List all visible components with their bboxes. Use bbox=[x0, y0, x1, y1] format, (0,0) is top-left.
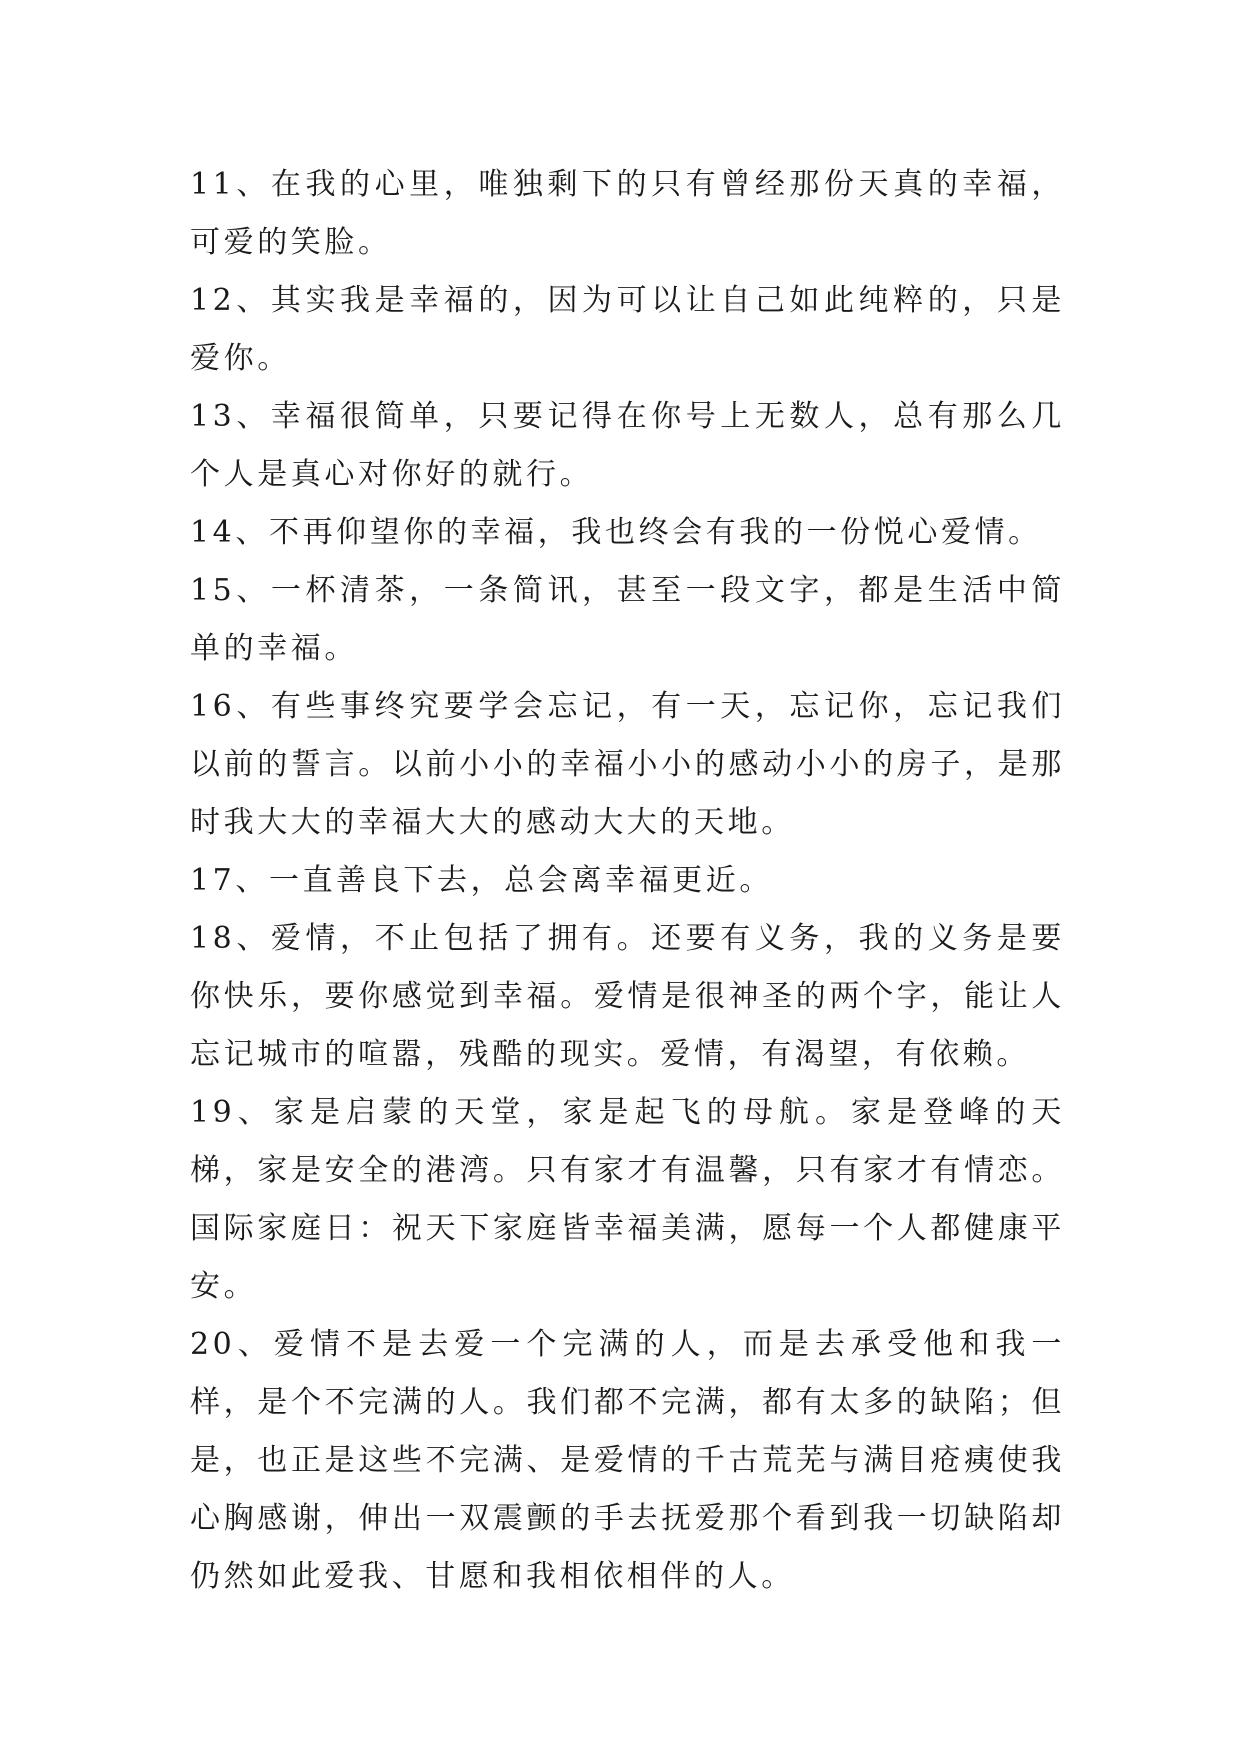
paragraph-13: 13、幸福很简单，只要记得在你号上无数人，总有那么几个人是真心对你好的就行。 bbox=[190, 399, 1065, 492]
paragraph-11: 11、在我的心里，唯独剩下的只有曾经那份天真的幸福，可爱的笑脸。 bbox=[190, 167, 1065, 260]
paragraph-18: 18、爱情，不止包括了拥有。还要有义务，我的义务是要你快乐，要你感觉到幸福。爱情是很神圣的两个字，能让人忘记城市的喧嚣，残酷的现实。爱情，有渴望，有依赖。 bbox=[190, 921, 1065, 1072]
paragraph-12: 12、其实我是幸福的，因为可以让自己如此纯粹的，只是爱你。 bbox=[190, 283, 1065, 376]
paragraph-17: 17、一直善良下去，总会离幸福更近。 bbox=[190, 863, 773, 898]
paragraph-20: 20、爱情不是去爱一个完满的人，而是去承受他和我一样，是个不完满的人。我们都不完满，都有太多的缺陷；但是，也正是这些不完满、是爱情的千古荒芜与满目疮痍使我心胸感谢，伸出一双震颤的手去抚爱那个看到我一切缺陷却仍然如此爱我、甘愿和我相依相伴的人。 bbox=[190, 1327, 1065, 1594]
document-body bbox=[190, 156, 1065, 1606]
paragraph-19: 19、家是启蒙的天堂，家是起飞的母航。家是登峰的天梯，家是安全的港湾。只有家才有温馨，只有家才有情恋。国际家庭日：祝天下家庭皆幸福美满，愿每一个人都健康平安。 bbox=[190, 1095, 1065, 1304]
paragraph-16: 16、有些事终究要学会忘记，有一天，忘记你，忘记我们以前的誓言。以前小小的幸福小小的感动小小的房子，是那时我大大的幸福大大的感动大大的天地。 bbox=[190, 689, 1065, 840]
paragraph-14: 14、不再仰望你的幸福，我也终会有我的一份悦心爱情。 bbox=[190, 515, 1042, 550]
paragraph-15: 15、一杯清茶，一条简讯，甚至一段文字，都是生活中简单的幸福。 bbox=[190, 573, 1065, 666]
